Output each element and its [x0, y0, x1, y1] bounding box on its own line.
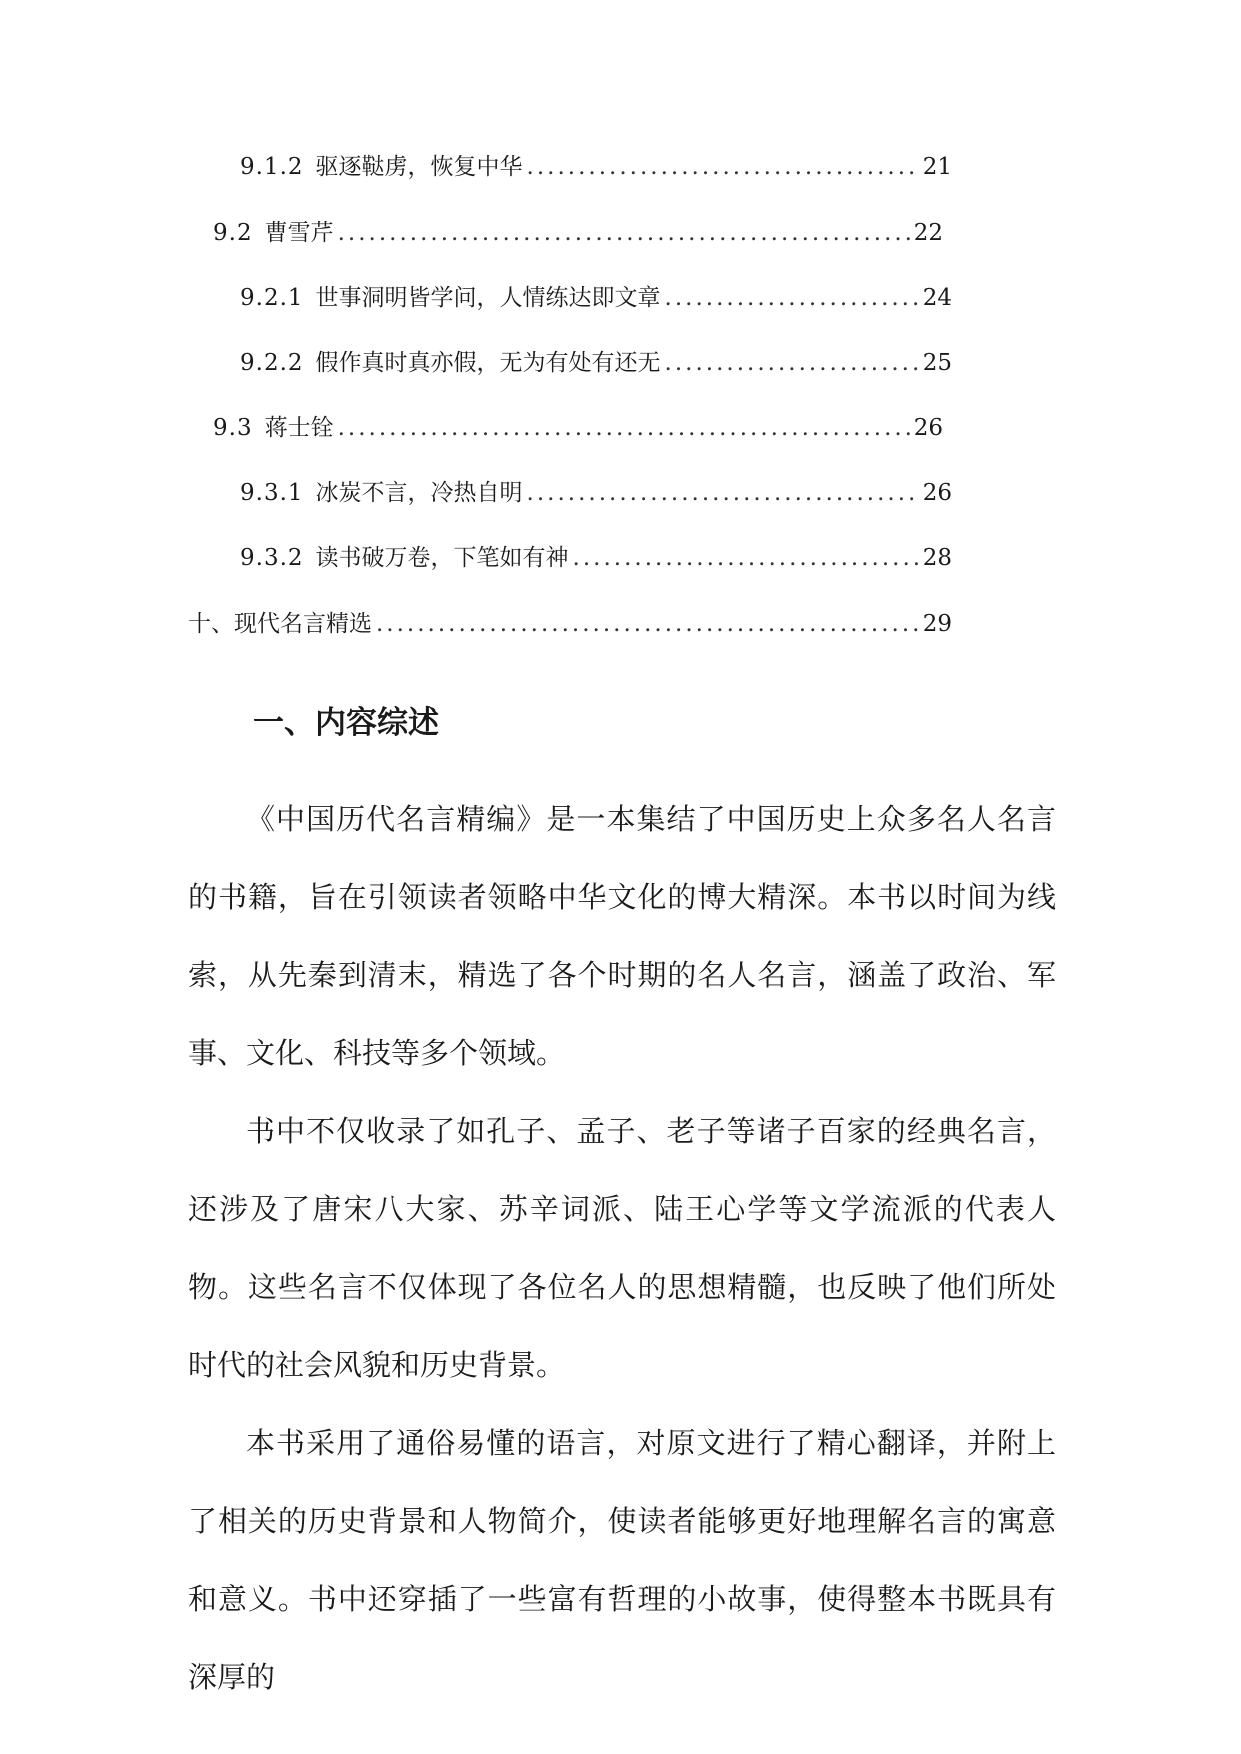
toc-entry-page: 21: [922, 154, 952, 180]
toc-entry-title: 读书破万卷，下笔如有神: [315, 545, 569, 571]
toc-entry-number: 9.1.2: [240, 154, 304, 180]
toc-dot-leader: [665, 348, 919, 378]
toc-entry-number: 9.2.2: [240, 350, 304, 376]
toc-dot-leader: [527, 478, 919, 508]
toc-entry-page: 26: [922, 480, 952, 506]
section-heading: 一、内容综述: [253, 705, 439, 741]
toc-entry-page: 29: [922, 611, 952, 637]
toc-entry-number: 9.3: [213, 415, 253, 441]
toc-entry[interactable]: [240, 348, 952, 378]
toc-entry[interactable]: [213, 218, 943, 248]
toc-entry-number: 9.3.1: [240, 480, 304, 506]
toc-dot-leader: [338, 218, 910, 248]
toc-entry-page: 25: [922, 350, 952, 376]
toc-entry-title: 曹雪芹: [264, 220, 334, 246]
toc-dot-leader: [338, 413, 910, 443]
toc-entry-title: 十、现代名言精选: [188, 611, 372, 637]
toc-dot-leader: [376, 609, 919, 639]
toc-entry-page: 28: [922, 545, 952, 571]
toc-dot-leader: [527, 152, 919, 182]
toc-entry[interactable]: [213, 413, 943, 443]
toc-entry-title: 假作真时真亦假，无为有处有还无: [315, 350, 661, 376]
toc-entry-title: 冰炭不言，冷热自明: [315, 480, 523, 506]
toc-entry[interactable]: [240, 283, 952, 313]
section-body: [188, 780, 1056, 1716]
toc-entry[interactable]: [240, 543, 952, 573]
toc-entry[interactable]: [240, 478, 952, 508]
toc-dot-leader: [573, 543, 919, 573]
toc-entry-title: 蒋士铨: [264, 415, 334, 441]
toc-entry-number: 9.2.1: [240, 285, 304, 311]
toc-entry[interactable]: [188, 609, 952, 639]
toc-entry-title: 驱逐鞑虏，恢复中华: [315, 154, 523, 180]
paragraph: 《中国历代名言精编》是一本集结了中国历史上众多名人名言的书籍，旨在引领读者领略中华文化的博大精深。本书以时间为线索，从先秦到清末，精选了各个时期的名人名言，涵盖了政治、军事、文化、科技等多个领域。: [188, 802, 1056, 1070]
paragraph: 书中不仅收录了如孔子、孟子、老子等诸子百家的经典名言，还涉及了唐宋八大家、苏辛词派、陆王心学等文学流派的代表人物。这些名言不仅体现了各位名人的思想精髓，也反映了他们所处时代的社会风貌和历史背景。: [188, 1114, 1056, 1382]
toc-dot-leader: [665, 283, 919, 313]
toc-entry-number: 9.3.2: [240, 545, 304, 571]
paragraph: 本书采用了通俗易懂的语言，对原文进行了精心翻译，并附上了相关的历史背景和人物简介，使读者能够更好地理解名言的寓意和意义。书中还穿插了一些富有哲理的小故事，使得整本书既具有深厚的: [188, 1426, 1056, 1694]
toc-entry-page: 26: [913, 415, 943, 441]
toc-entry-title: 世事洞明皆学问，人情练达即文章: [315, 285, 661, 311]
toc-entry-page: 22: [913, 220, 943, 246]
toc-entry-number: 9.2: [213, 220, 253, 246]
toc-entry[interactable]: [240, 152, 952, 182]
toc-entry-page: 24: [922, 285, 952, 311]
